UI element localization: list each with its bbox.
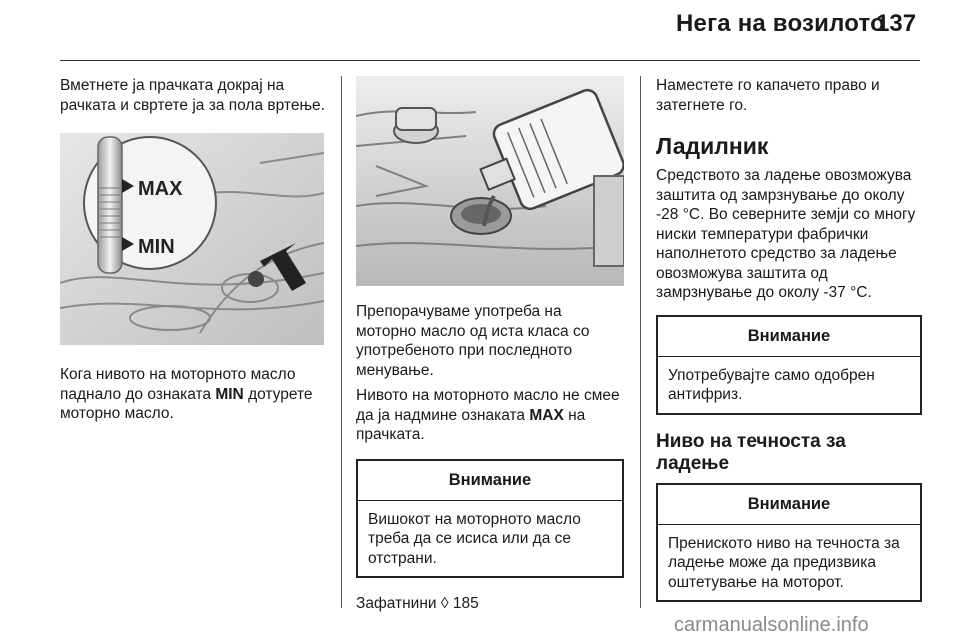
notice-title: Внимание	[658, 485, 920, 525]
column-2	[356, 76, 624, 614]
oil-recommendation: Препорачуваме употреба на моторно масло од иста класа со употребеното при последното менување.	[356, 303, 590, 379]
oil-filling-illustration	[356, 76, 624, 286]
section-title-coolant: Ладилник	[656, 133, 769, 159]
dipstick-illustration	[60, 133, 324, 345]
column-3	[656, 76, 922, 602]
reference-page-link[interactable]: 185	[448, 595, 479, 612]
max-level-warning: Нивото на моторното масло не смее да ја надмине ознаката MAX на прачката.	[356, 387, 620, 443]
max-label: MAX	[138, 178, 183, 200]
column-1	[60, 76, 328, 424]
coolant-description: Средството за ладење овозможува заштита од замрзнување до околу -28 °C. Во северните земји со многу ниски температури фабрички наполнетото средство за ладење овозможува заштита од замрзнување до околу -37 °C.	[656, 167, 916, 301]
notice-body: Употребувајте само одобрен антифриз.	[668, 366, 875, 403]
notice-title: Внимание	[358, 461, 622, 501]
cap-instruction: Наместете го капачето право и затегнете го.	[656, 77, 880, 114]
notice-box	[356, 459, 624, 579]
header-divider	[60, 60, 920, 61]
reference-arrow-icon: ◊	[440, 595, 449, 612]
notice-box-coolant-level	[656, 483, 922, 603]
notice-body: Прениското ниво на течноста за ладење може да предизвика оштетување на моторот.	[668, 534, 900, 591]
notice-box-antifreeze	[656, 315, 922, 415]
min-level-instruction: Кога нивото на моторното масло паднало до ознаката MIN дотурете моторно масло.	[60, 366, 313, 422]
notice-title: Внимание	[658, 317, 920, 357]
subsection-title-coolant-level: Ниво на течноста за ладење	[656, 430, 846, 474]
column-divider-1	[341, 76, 342, 608]
dipstick-instruction: Вметнете ја прачката докрај на рачката и свртете ја за пола вртење.	[60, 77, 325, 114]
page-number: 137	[876, 10, 917, 37]
capacities-reference: Зафатнини ◊ 185	[356, 595, 479, 612]
min-label: MIN	[138, 236, 175, 258]
column-divider-2	[640, 76, 641, 608]
notice-body: Вишокот на моторното масло треба да се исиса или да се отстрани.	[368, 510, 581, 567]
page-title: Нега на возилото	[676, 10, 885, 37]
watermark: carmanualsonline.info	[674, 614, 869, 636]
